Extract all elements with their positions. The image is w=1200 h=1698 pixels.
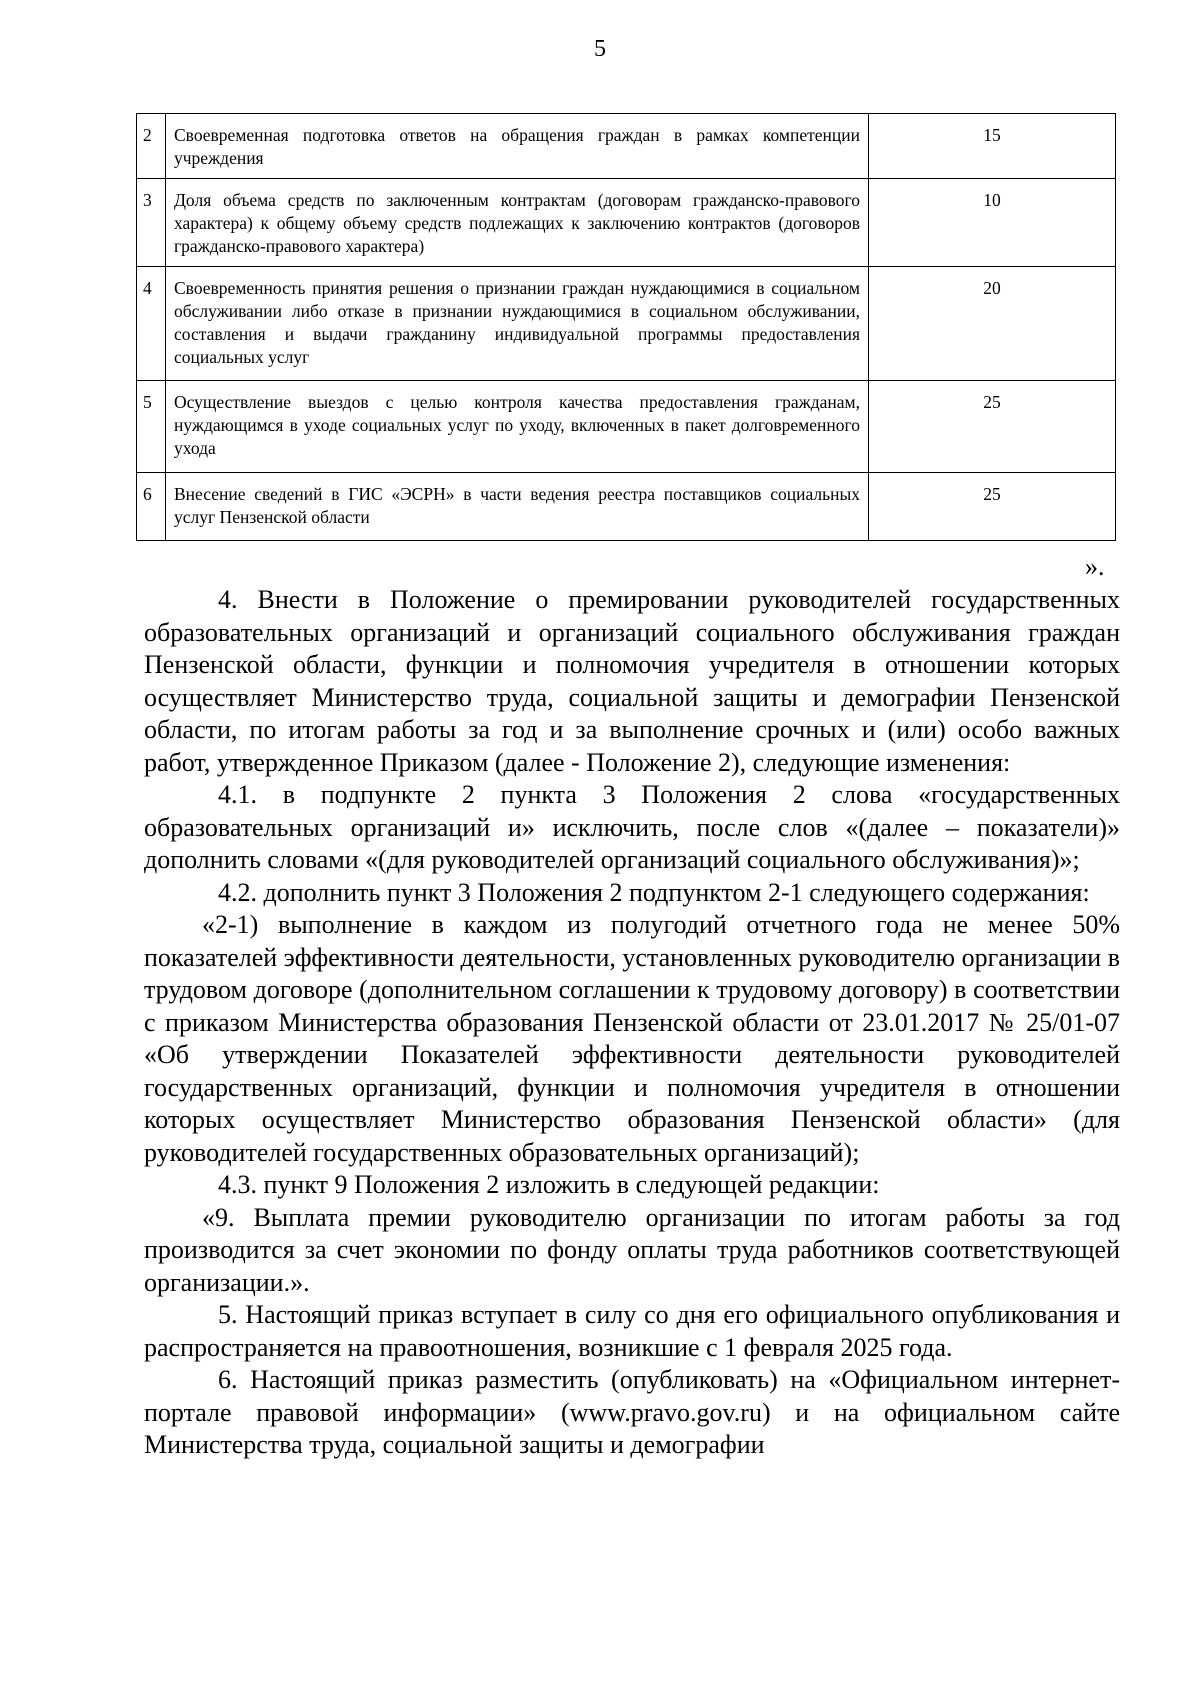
paragraph-4-2: 4.2. дополнить пункт 3 Положения 2 подпунктом 2-1 следующего содержания: [218, 877, 1090, 907]
row-number: 3 [137, 179, 166, 267]
indicator-value: 25 [869, 381, 1116, 473]
indicator-text: Внесение сведений в ГИС «ЭСРН» в части ведения реестра поставщиков социальных услуг Пензенской области [166, 473, 869, 541]
indicator-value: 15 [869, 114, 1116, 179]
row-number: 2 [137, 114, 166, 179]
table-row [137, 114, 1116, 179]
indicator-value: 25 [869, 473, 1116, 541]
indicators-table [136, 113, 1116, 541]
indicator-text: Своевременность принятия решения о признании граждан нуждающимися в социальном обслуживании либо отказе в признании нуждающимися в социальном обслуживании, составления и выдачи гражданину индивидуальной программы предоставления социальных услуг [166, 267, 869, 381]
indicator-text: Осуществление выездов с целью контроля качества предоставления гражданам, нуждающимся в уходе социальных услуг по уходу, включенных в пакет долговременного ухода [166, 381, 869, 473]
indicator-value: 10 [869, 179, 1116, 267]
paragraph-5: 5. Настоящий приказ вступает в силу со дня его официального опубликования и распространяется на правоотношения, возникшие с 1 февраля 2025 года. [144, 1300, 1120, 1362]
paragraph-4-3: 4.3. пункт 9 Положения 2 изложить в следующей редакции: [218, 1170, 880, 1199]
row-number: 4 [137, 267, 166, 381]
paragraph-4-1: 4.1. в подпункте 2 пункта 3 Положения 2 слова «государственных образовательных организаций и» исключить, после слов «(далее – показатели)» дополнить словами «(для руководителей организаций социального обслуживания)»; [144, 780, 1120, 874]
closing-quote-mark: ». [1085, 552, 1105, 581]
paragraph-4: 4. Внести в Положение о премировании руководителей государственных образовательных организаций и организаций социального обслуживания граждан Пензенской области, функции и полномочия учредителя в отношении которых осуществляет Министерство труда, социальной защиты и демографии Пензенской области, по итогам работы за год и за выполнение срочных и (или) особо важных работ, утвержденное Приказом (далее - Положение 2), следующие изменения: [144, 585, 1120, 777]
table-row [137, 179, 1116, 267]
table-row [137, 473, 1116, 541]
row-number: 5 [137, 381, 166, 473]
paragraph-6: 6. Настоящий приказ разместить (опубликовать) на «Официальном интернет-портале правовой информации» (www.pravo.gov.ru) и на официальном сайте Министерства труда, социальной защиты и демографии [144, 1365, 1120, 1459]
indicator-text: Своевременная подготовка ответов на обращения граждан в рамках компетенции учреждения [166, 114, 869, 179]
paragraph-9-quote: «9. Выплата премии руководителю организации по итогам работы за год производится за счет экономии по фонду оплаты труда работников соответствующей организации.». [144, 1202, 1120, 1297]
document-body [144, 584, 1120, 1462]
table-row [137, 267, 1116, 381]
row-number: 6 [137, 473, 166, 541]
paragraph-2-1-quote: «2-1) выполнение в каждом из полугодий отчетного года не менее 50% показателей эффективности деятельности, установленных руководителю организации в трудовом договоре (дополнительном соглашении к трудовому договору) в соответствии с приказом Министерства образования Пензенской области от 23.01.2017 № 25/01-07 «Об утверждении Показателей эффективности деятельности руководителей государственных организаций, функции и полномочия учредителя в отношении которых осуществляет Министерство образования Пензенской области» (для руководителей государственных образовательных организаций); [144, 910, 1120, 1167]
page-number: 5 [594, 36, 606, 62]
indicator-value: 20 [869, 267, 1116, 381]
table-row [137, 381, 1116, 473]
indicator-text: Доля объема средств по заключенным контрактам (договорам гражданско-правового характера) к общему объему средств подлежащих к заключению контрактов (договоров гражданско-правового характера) [166, 179, 869, 267]
